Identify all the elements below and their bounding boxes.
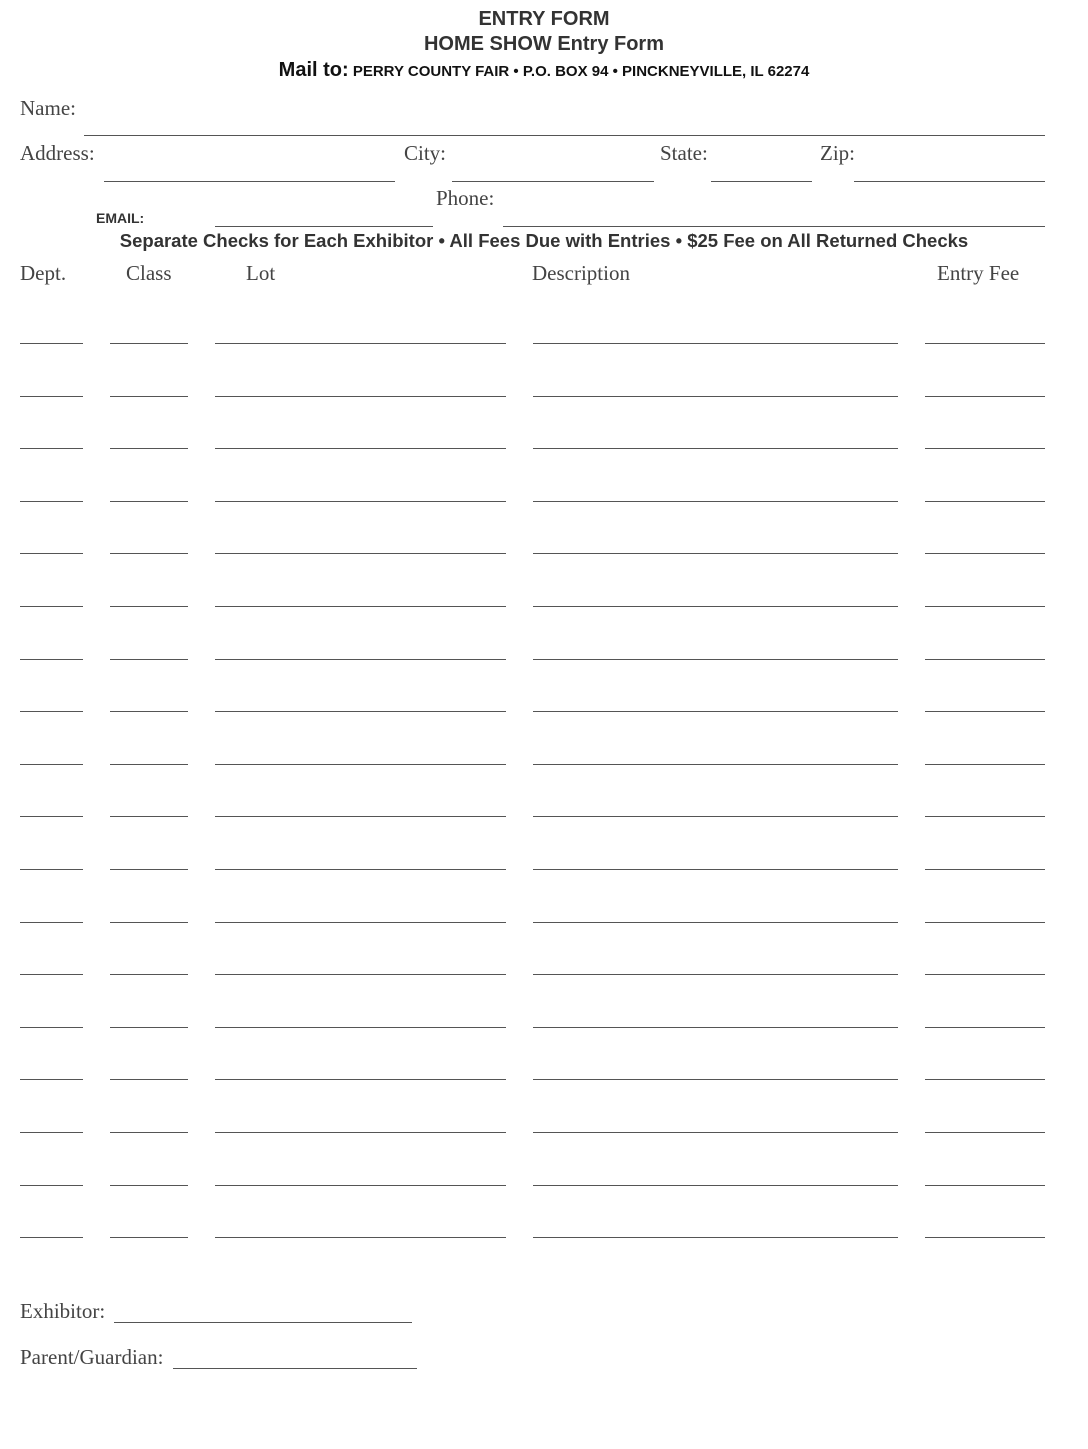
- address-field-line[interactable]: [104, 181, 395, 182]
- email-label: EMAIL:: [96, 210, 145, 226]
- entry-fee-entry-line[interactable]: [925, 1079, 1045, 1080]
- entry-fee-entry-line[interactable]: [925, 396, 1045, 397]
- entry-fee-entry-line[interactable]: [925, 922, 1045, 923]
- lot-entry-line[interactable]: [215, 1132, 506, 1133]
- entry-row: [0, 764, 1088, 766]
- dept-entry-line[interactable]: [20, 1027, 83, 1028]
- entry-fee-entry-line[interactable]: [925, 764, 1045, 765]
- entry-row: [0, 922, 1088, 924]
- column-header-class: Class: [126, 261, 172, 285]
- class-entry-line[interactable]: [110, 1237, 188, 1238]
- column-header-dept: Dept.: [20, 261, 67, 285]
- class-entry-line[interactable]: [110, 659, 188, 660]
- mailing-address: [0, 59, 1088, 82]
- entry-fee-entry-line[interactable]: [925, 343, 1045, 344]
- phone-field-line[interactable]: [503, 226, 1045, 227]
- description-entry-line[interactable]: [533, 1185, 898, 1186]
- class-entry-line[interactable]: [110, 869, 188, 870]
- entry-fee-entry-line[interactable]: [925, 659, 1045, 660]
- entry-fee-entry-line[interactable]: [925, 448, 1045, 449]
- description-entry-line[interactable]: [533, 606, 898, 607]
- address-label: Address:: [20, 141, 95, 165]
- entry-row: [0, 396, 1088, 398]
- class-entry-line[interactable]: [110, 396, 188, 397]
- dept-entry-line[interactable]: [20, 1132, 83, 1133]
- lot-entry-line[interactable]: [215, 553, 506, 554]
- lot-entry-line[interactable]: [215, 448, 506, 449]
- exhibitor-label: Exhibitor:: [20, 1299, 106, 1323]
- lot-entry-line[interactable]: [215, 922, 506, 923]
- column-header-description: Description: [532, 261, 630, 285]
- entry-row: [0, 448, 1088, 450]
- dept-entry-line[interactable]: [20, 711, 83, 712]
- class-entry-line[interactable]: [110, 553, 188, 554]
- lot-entry-line[interactable]: [215, 764, 506, 765]
- dept-entry-line[interactable]: [20, 764, 83, 765]
- mail-to-label: Mail to:: [278, 59, 349, 81]
- city-field-line[interactable]: [452, 181, 654, 182]
- class-entry-line[interactable]: [110, 501, 188, 502]
- dept-entry-line[interactable]: [20, 922, 83, 923]
- dept-entry-line[interactable]: [20, 1079, 83, 1080]
- dept-entry-line[interactable]: [20, 396, 83, 397]
- parent-guardian-signature-line[interactable]: [173, 1368, 417, 1369]
- entry-row: [0, 1079, 1088, 1081]
- class-entry-line[interactable]: [110, 1079, 188, 1080]
- column-header-entry-fee: Entry Fee: [937, 261, 1020, 285]
- zip-field-line[interactable]: [854, 181, 1045, 182]
- entry-row: [0, 1132, 1088, 1134]
- column-header-lot: Lot: [246, 261, 276, 285]
- dept-entry-line[interactable]: [20, 869, 83, 870]
- entry-fee-entry-line[interactable]: [925, 1237, 1045, 1238]
- entry-fee-entry-line[interactable]: [925, 1027, 1045, 1028]
- lot-entry-line[interactable]: [215, 869, 506, 870]
- form-title: ENTRY FORM: [478, 8, 610, 30]
- lot-entry-line[interactable]: [215, 1079, 506, 1080]
- dept-entry-line[interactable]: [20, 659, 83, 660]
- entry-row: [0, 711, 1088, 713]
- description-entry-line[interactable]: [533, 396, 898, 397]
- description-entry-line[interactable]: [533, 869, 898, 870]
- exhibitor-signature-line[interactable]: [114, 1322, 412, 1323]
- class-entry-line[interactable]: [110, 711, 188, 712]
- name-label: Name:: [20, 96, 76, 120]
- entry-fee-entry-line[interactable]: [925, 606, 1045, 607]
- name-field-line[interactable]: [84, 135, 1045, 136]
- description-entry-line[interactable]: [533, 448, 898, 449]
- lot-entry-line[interactable]: [215, 711, 506, 712]
- dept-entry-line[interactable]: [20, 974, 83, 975]
- dept-entry-line[interactable]: [20, 343, 83, 344]
- entry-row: [0, 606, 1088, 608]
- entry-row: [0, 501, 1088, 503]
- class-entry-line[interactable]: [110, 343, 188, 344]
- description-entry-line[interactable]: [533, 1132, 898, 1133]
- dept-entry-line[interactable]: [20, 606, 83, 607]
- entry-row: [0, 343, 1088, 345]
- entry-row: [0, 974, 1088, 976]
- description-entry-line[interactable]: [533, 764, 898, 765]
- state-field-line[interactable]: [711, 181, 812, 182]
- class-entry-line[interactable]: [110, 448, 188, 449]
- description-entry-line[interactable]: [533, 659, 898, 660]
- lot-entry-line[interactable]: [215, 1185, 506, 1186]
- class-entry-line[interactable]: [110, 764, 188, 765]
- zip-label: Zip:: [820, 141, 855, 165]
- lot-entry-line[interactable]: [215, 501, 506, 502]
- entry-fee-entry-line[interactable]: [925, 974, 1045, 975]
- dept-entry-line[interactable]: [20, 1237, 83, 1238]
- lot-entry-line[interactable]: [215, 343, 506, 344]
- entry-fee-entry-line[interactable]: [925, 501, 1045, 502]
- dept-entry-line[interactable]: [20, 448, 83, 449]
- entry-row: [0, 1237, 1088, 1239]
- description-entry-line[interactable]: [533, 974, 898, 975]
- lot-entry-line[interactable]: [215, 974, 506, 975]
- entry-fee-entry-line[interactable]: [925, 816, 1045, 817]
- description-entry-line[interactable]: [533, 501, 898, 502]
- lot-entry-line[interactable]: [215, 659, 506, 660]
- dept-entry-line[interactable]: [20, 501, 83, 502]
- class-entry-line[interactable]: [110, 1185, 188, 1186]
- phone-label: Phone:: [436, 186, 495, 210]
- entry-row: [0, 553, 1088, 555]
- entry-row: [0, 1185, 1088, 1187]
- entry-row: [0, 659, 1088, 661]
- lot-entry-line[interactable]: [215, 1027, 506, 1028]
- dept-entry-line[interactable]: [20, 816, 83, 817]
- parent-guardian-label: Parent/Guardian:: [20, 1345, 164, 1369]
- class-entry-line[interactable]: [110, 606, 188, 607]
- form-subtitle: HOME SHOW Entry Form: [423, 33, 664, 55]
- description-entry-line[interactable]: [533, 1237, 898, 1238]
- description-entry-line[interactable]: [533, 711, 898, 712]
- email-field-line[interactable]: [215, 226, 433, 227]
- entry-row: [0, 869, 1088, 871]
- class-entry-line[interactable]: [110, 1132, 188, 1133]
- description-entry-line[interactable]: [533, 816, 898, 817]
- lot-entry-line[interactable]: [215, 396, 506, 397]
- city-label: City:: [404, 141, 447, 165]
- entry-fee-entry-line[interactable]: [925, 711, 1045, 712]
- description-entry-line[interactable]: [533, 1027, 898, 1028]
- class-entry-line[interactable]: [110, 1027, 188, 1028]
- lot-entry-line[interactable]: [215, 816, 506, 817]
- class-entry-line[interactable]: [110, 922, 188, 923]
- entry-fee-entry-line[interactable]: [925, 1132, 1045, 1133]
- description-entry-line[interactable]: [533, 1079, 898, 1080]
- state-label: State:: [660, 141, 708, 165]
- description-entry-line[interactable]: [533, 343, 898, 344]
- class-entry-line[interactable]: [110, 816, 188, 817]
- class-entry-line[interactable]: [110, 974, 188, 975]
- description-entry-line[interactable]: [533, 553, 898, 554]
- entry-fee-entry-line[interactable]: [925, 553, 1045, 554]
- mail-address-text: PERRY COUNTY FAIR • P.O. BOX 94 • PINCKNEYVILLE, IL 62274: [352, 63, 810, 80]
- description-entry-line[interactable]: [533, 922, 898, 923]
- dept-entry-line[interactable]: [20, 553, 83, 554]
- fees-notice: Separate Checks for Each Exhibitor • All Fees Due with Entries • $25 Fee on All Returned Checks: [119, 230, 969, 251]
- entry-fee-entry-line[interactable]: [925, 1185, 1045, 1186]
- dept-entry-line[interactable]: [20, 1185, 83, 1186]
- entry-row: [0, 1027, 1088, 1029]
- lot-entry-line[interactable]: [215, 1237, 506, 1238]
- lot-entry-line[interactable]: [215, 606, 506, 607]
- entry-fee-entry-line[interactable]: [925, 869, 1045, 870]
- entry-row: [0, 816, 1088, 818]
